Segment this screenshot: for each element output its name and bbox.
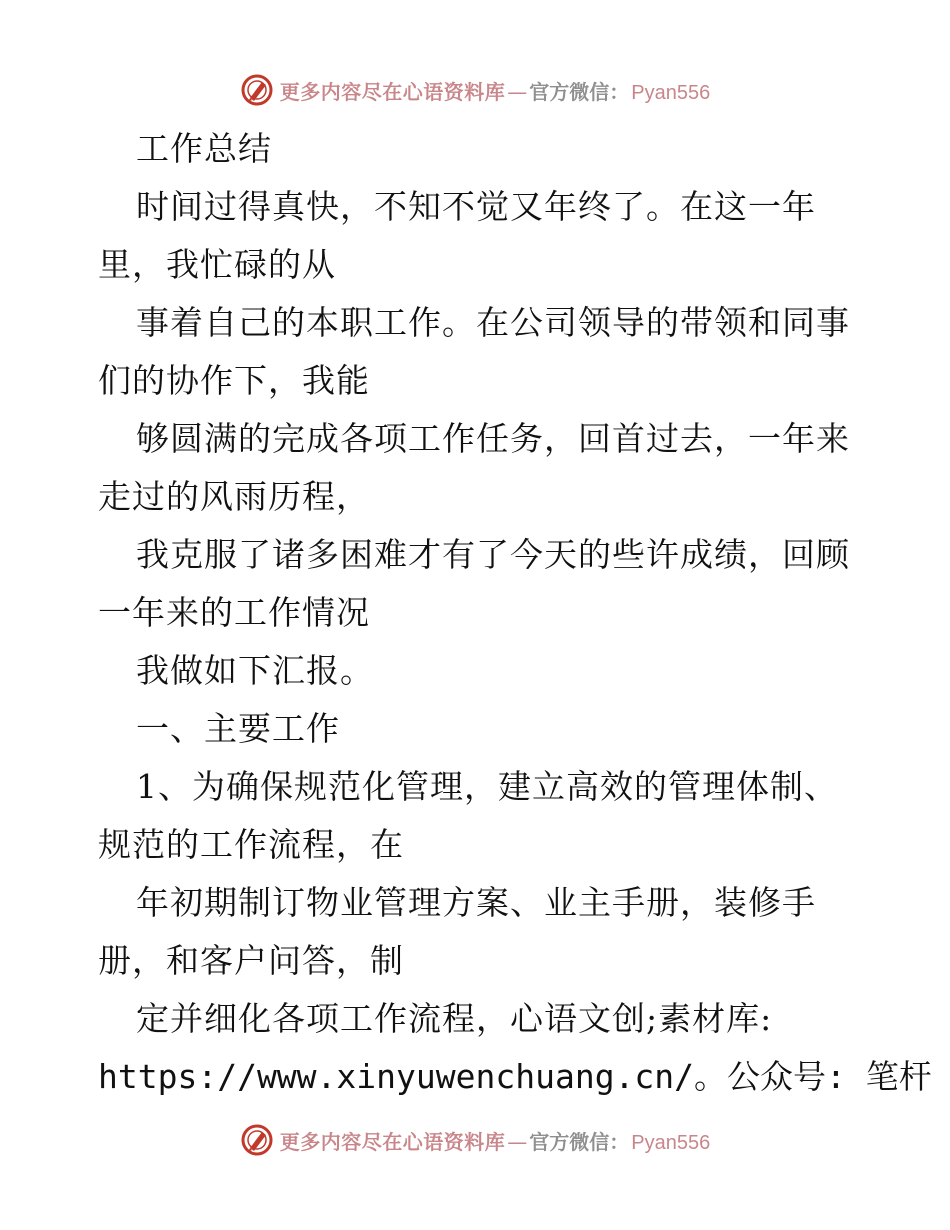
paragraph-line: 年初期制订物业管理方案、业主手册，装修手 bbox=[136, 883, 816, 922]
paragraph-line: 册，和客户问答，制 bbox=[98, 941, 404, 980]
paragraph-line: 一年来的工作情况 bbox=[98, 593, 370, 632]
pen-nib-logo-icon bbox=[240, 73, 274, 107]
banner-dash: — bbox=[507, 1129, 528, 1154]
header-banner bbox=[0, 70, 950, 110]
paragraph-line: 们的协作下，我能 bbox=[98, 361, 370, 400]
paragraph-line: 我做如下汇报。 bbox=[136, 651, 374, 690]
banner-wechat-handle: Pyan556 bbox=[631, 1131, 711, 1154]
paragraph-line: 定并细化各项工作流程，心语文创;素材库: bbox=[136, 999, 773, 1038]
paragraph-line: 我克服了诸多困难才有了今天的些许成绩，回顾 bbox=[136, 535, 850, 574]
paragraph-line: 够圆满的完成各项工作任务，回首过去，一年来 bbox=[136, 419, 850, 458]
paragraph-line: 1、为确保规范化管理，建立高效的管理体制、 bbox=[136, 767, 838, 806]
footer-banner bbox=[0, 1120, 950, 1160]
paragraph-line: 时间过得真快，不知不觉又年终了。在这一年 bbox=[136, 187, 816, 226]
banner-text bbox=[280, 1126, 710, 1155]
paragraph-line: 规范的工作流程，在 bbox=[98, 825, 404, 864]
banner-text bbox=[280, 76, 710, 105]
banner-dash: — bbox=[507, 79, 528, 104]
banner-main-text: 更多内容尽在心语资料库 bbox=[279, 1129, 506, 1154]
document-body bbox=[98, 120, 932, 1106]
paragraph-line: 走过的风雨历程， bbox=[98, 477, 370, 516]
paragraph-line: 事着自己的本职工作。在公司领导的带领和同事 bbox=[136, 303, 850, 342]
url-line: https://www.xinyuwenchuang.cn/。公众号: 笔杆 bbox=[98, 1057, 932, 1096]
pen-nib-logo-icon bbox=[240, 1123, 274, 1157]
banner-wechat-handle: Pyan556 bbox=[631, 81, 711, 104]
banner-main-text: 更多内容尽在心语资料库 bbox=[279, 79, 506, 104]
paragraph-line: 里，我忙碌的从 bbox=[98, 245, 336, 284]
document-title: 工作总结 bbox=[136, 129, 272, 168]
section-heading: 一、主要工作 bbox=[136, 709, 340, 748]
banner-official-text: 官方微信： bbox=[529, 79, 630, 104]
banner-official-text: 官方微信： bbox=[529, 1129, 630, 1154]
